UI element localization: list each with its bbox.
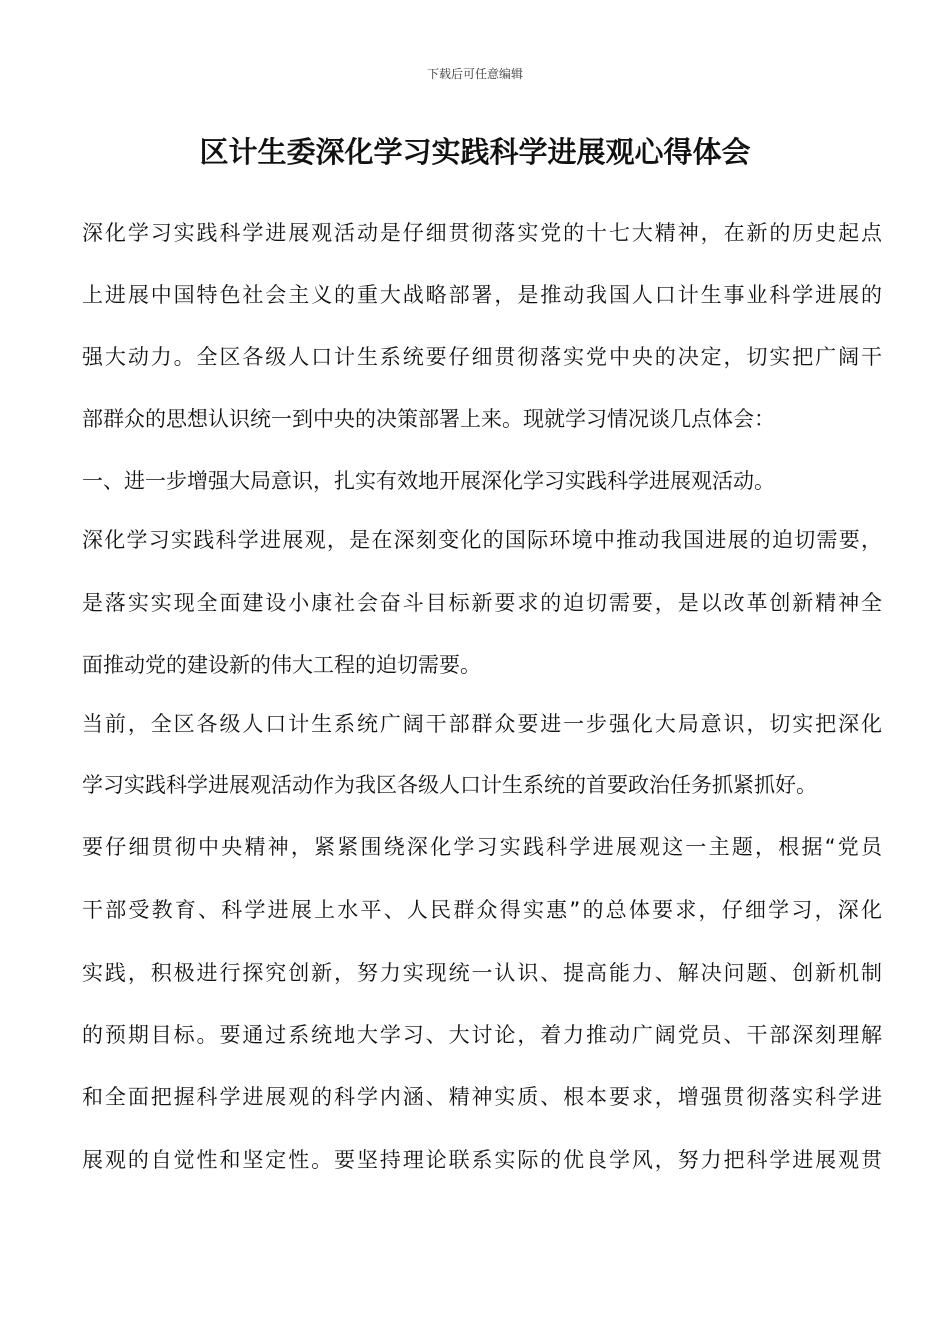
body-line: 部群众的思想认识统一到中央的决策部署上来。现就学习情况谈几点体会：	[82, 407, 775, 431]
body-line: 学习实践科学进展观活动作为我区各级人口计生系统的首要政治任务抓紧抓好。	[82, 773, 817, 797]
body-line: 干部受教育、科学进展上水平、人民群众得实惠”的总体要求，仔细学习，深化	[82, 898, 882, 922]
body-line: 面推动党的建设新的伟大工程的迫切需要。	[82, 653, 481, 677]
body-line: 的预期目标。要通过系统地大学习、大讨论，着力推动广阔党员、干部深刻理解	[82, 1023, 882, 1047]
body-line: 深化学习实践科学进展观，是在深刻变化的国际环境中推动我国进展的迫切需要，	[82, 528, 882, 552]
section-heading: 一、进一步增强大局意识，扎实有效地开展深化学习实践科学进展观活动。	[82, 469, 775, 493]
header-note: 下载后可任意编辑	[426, 67, 523, 81]
body-line: 是落实实现全面建设小康社会奋斗目标新要求的迫切需要，是以改革创新精神全	[82, 591, 882, 615]
document-title: 区计生委深化学习实践科学进展观心得体会	[199, 135, 751, 169]
body-line: 强大动力。全区各级人口计生系统要仔细贯彻落实党中央的决定，切实把广阔干	[82, 345, 882, 369]
body-line: 深化学习实践科学进展观活动是仔细贯彻落实党的十七大精神，在新的历史起点	[82, 221, 882, 245]
body-line: 和全面把握科学进展观的科学内涵、精神实质、根本要求，增强贯彻落实科学进	[82, 1085, 882, 1109]
body-line: 要仔细贯彻中央精神，紧紧围绕深化学习实践科学进展观这一主题，根据“党员	[82, 835, 882, 859]
body-line: 展观的自觉性和坚定性。要坚持理论联系实际的优良学风，努力把科学进展观贯	[82, 1148, 882, 1172]
body-line: 实践，积极进行探究创新，努力实现统一认识、提高能力、解决问题、创新机制	[82, 961, 882, 985]
body-line: 上进展中国特色社会主义的重大战略部署，是推动我国人口计生事业科学进展的	[82, 283, 882, 307]
body-line: 当前，全区各级人口计生系统广阔干部群众要进一步强化大局意识，切实把深化	[82, 712, 882, 736]
